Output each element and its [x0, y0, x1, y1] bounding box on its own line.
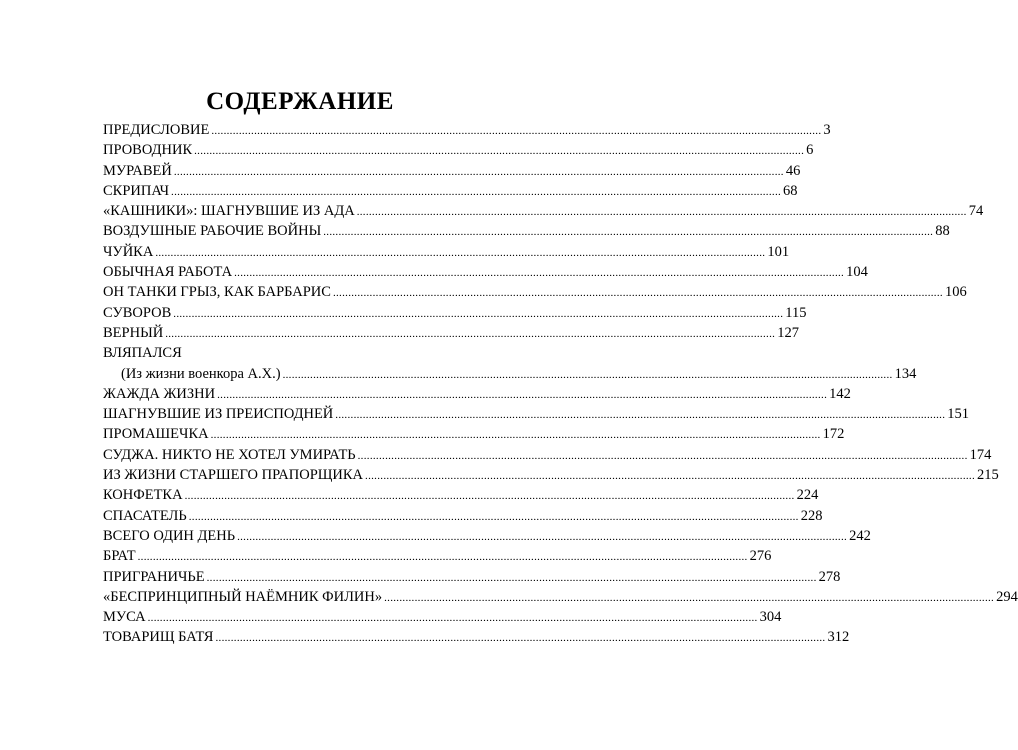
toc-entry-title: ВСЕГО ОДИН ДЕНЬ	[103, 527, 236, 544]
toc-page-number: 101	[767, 243, 790, 260]
toc-entry	[103, 567, 841, 587]
dot-leader: ........................................................................................................................................................................................................	[357, 449, 968, 462]
toc-page-number: 224	[796, 487, 819, 504]
toc-entry	[103, 364, 917, 384]
toc-entry-title: «КАШНИКИ»: ШАГНУВШИЕ ИЗ АДА	[103, 203, 355, 220]
dot-leader: ........................................................................................................................................................................................................	[147, 612, 758, 625]
dot-leader: ........................................................................................................................................................................................................	[194, 145, 805, 158]
toc-entry	[103, 343, 472, 363]
toc-page-number: 172	[822, 426, 845, 443]
dot-leader: ........................................................................................................................................................................................................	[215, 632, 826, 645]
toc-list	[103, 120, 1018, 648]
toc-entry	[103, 526, 871, 546]
toc-entry-title: ОБЫЧНАЯ РАБОТА	[103, 264, 233, 281]
toc-entry	[103, 201, 984, 221]
dot-leader: ........................................................................................................................................................................................................	[155, 246, 766, 259]
dot-leader: ........................................................................................................................................................................................................	[165, 327, 776, 340]
toc-page-number: 46	[785, 162, 801, 179]
toc-page-number: 3	[823, 122, 831, 138]
toc-entry-title: ТОВАРИЩ БАТЯ	[103, 629, 214, 646]
dot-leader: ........................................................................................................................................................................................................	[234, 267, 845, 280]
dot-leader: ........................................................................................................................................................................................................	[335, 409, 946, 422]
toc-page-number: 134	[894, 365, 917, 382]
toc-entry-title: СКРИПАЧ	[103, 182, 170, 199]
toc-entry-title: (Из жизни военкора А.Х.)	[121, 365, 281, 382]
dot-leader: ........................................................................................................................................................................................................	[332, 287, 943, 300]
toc-entry-title: СУДЖА. НИКТО НЕ ХОТЕЛ УМИРАТЬ	[103, 446, 356, 463]
toc-page-number: 174	[969, 446, 992, 463]
dot-leader: ........................................................................................................................................................................................................	[188, 510, 799, 523]
toc-entry	[103, 140, 814, 160]
toc-entry	[103, 181, 798, 201]
toc-entry-title: ВЛЯПАЛСЯ	[103, 345, 182, 362]
toc-entry	[103, 384, 851, 404]
toc-entry-title: ШАГНУВШИЕ ИЗ ПРЕИСПОДНЕЙ	[103, 406, 334, 423]
dot-leader: ........................................................................................................................................................................................................	[323, 226, 934, 239]
dot-leader: ........................................................................................................................................................................................................	[173, 307, 784, 320]
toc-entry-title: ПРОМАШЕЧКА	[103, 426, 209, 443]
toc-entry	[103, 506, 823, 526]
dot-leader: ........................................................................................................................................................................................................	[211, 125, 822, 137]
toc-entry-title: СУВОРОВ	[103, 304, 172, 321]
toc-page-number: 88	[935, 223, 950, 240]
toc-entry-title: ВОЗДУШНЫЕ РАБОЧИЕ ВОЙНЫ	[103, 223, 322, 240]
dot-leader: ........................................................................................................................................................................................................	[217, 388, 828, 401]
dot-leader: ........................................................................................................................................................................................................	[384, 591, 995, 604]
toc-entry-title: ЖАЖДА ЖИЗНИ	[103, 385, 216, 402]
toc-entry	[103, 404, 970, 424]
dot-leader: ........................................................................................................................................................................................................	[356, 206, 967, 219]
toc-entry-title: ПРИГРАНИЧЬЕ	[103, 568, 205, 585]
toc-page-number: 304	[759, 609, 782, 626]
toc-page-number: 151	[947, 406, 970, 423]
dot-leader: ........................................................................................................................................................................................................	[365, 470, 976, 483]
dot-leader: ........................................................................................................................................................................................................	[282, 368, 893, 381]
dot-leader: ........................................................................................................................................................................................................	[210, 429, 821, 442]
toc-entry	[103, 587, 1018, 607]
toc-page-number: 104	[846, 264, 868, 281]
toc-entry-title: ПРЕДИСЛОВИЕ	[103, 122, 210, 138]
toc-page-number: 6	[806, 142, 814, 159]
toc-entry	[103, 282, 967, 302]
toc-page-number: 215	[977, 467, 999, 484]
dot-leader: ........................................................................................................................................................................................................	[171, 185, 782, 198]
toc-entry-title: СПАСАТЕЛЬ	[103, 507, 187, 524]
toc-entry-title: «БЕСПРИНЦИПНЫЙ НАЁМНИК ФИЛИН»	[103, 588, 383, 605]
toc-page-number: 106	[944, 284, 967, 301]
toc-entry-title: ОН ТАНКИ ГРЫЗ, КАК БАРБАРИС	[103, 284, 331, 301]
toc-page-number: 242	[849, 527, 871, 544]
toc-page-number: 68	[783, 182, 798, 199]
toc-entry-title: ВЕРНЫЙ	[103, 324, 164, 341]
toc-entry-title: ИЗ ЖИЗНИ СТАРШЕГО ПРАПОРЩИКА	[103, 467, 364, 484]
toc-page-number: 276	[749, 548, 772, 565]
toc-entry-title: ЧУЙКА	[103, 243, 154, 260]
toc-page-number: 294	[996, 588, 1018, 605]
toc-page-number: 115	[785, 304, 807, 321]
dot-leader: ........................................................................................................................................................................................................	[206, 571, 817, 584]
toc-entry	[103, 242, 790, 262]
dot-leader: ........................................................................................................................................................................................................	[237, 530, 848, 543]
toc-page-number: 228	[800, 507, 823, 524]
toc-entry	[103, 161, 801, 181]
dot-leader: ........................................................................................................................................................................................................	[184, 490, 795, 503]
toc-entry	[103, 546, 772, 566]
toc-entry-title: МУРАВЕЙ	[103, 162, 172, 179]
toc-entry	[103, 445, 992, 465]
toc-entry-title: ПРОВОДНИК	[103, 142, 193, 159]
page-title: СОДЕРЖАНИЕ	[206, 88, 394, 115]
toc-entry	[103, 120, 831, 140]
toc-entry	[103, 262, 868, 282]
toc-entry-title: БРАТ	[103, 548, 136, 565]
toc-entry-title: КОНФЕТКА	[103, 487, 183, 504]
toc-entry	[103, 303, 807, 323]
toc-page-number: 312	[827, 629, 850, 646]
toc-page-number: 127	[777, 324, 799, 341]
toc-entry	[103, 424, 845, 444]
dot-leader: ........................................................................................................................................................................................................	[137, 551, 748, 564]
dot-leader: ........................................................................................................................................................................................................	[173, 165, 784, 178]
toc-page-number: 74	[968, 203, 984, 220]
toc-entry	[103, 485, 819, 505]
toc-entry-title: МУСА	[103, 609, 146, 626]
toc-page-number: 142	[829, 385, 851, 402]
toc-entry	[103, 607, 782, 627]
toc-page-number: 278	[818, 568, 841, 585]
toc-entry	[103, 221, 950, 241]
toc-entry	[103, 627, 850, 647]
toc-entry	[103, 323, 799, 343]
toc-entry	[103, 465, 999, 485]
